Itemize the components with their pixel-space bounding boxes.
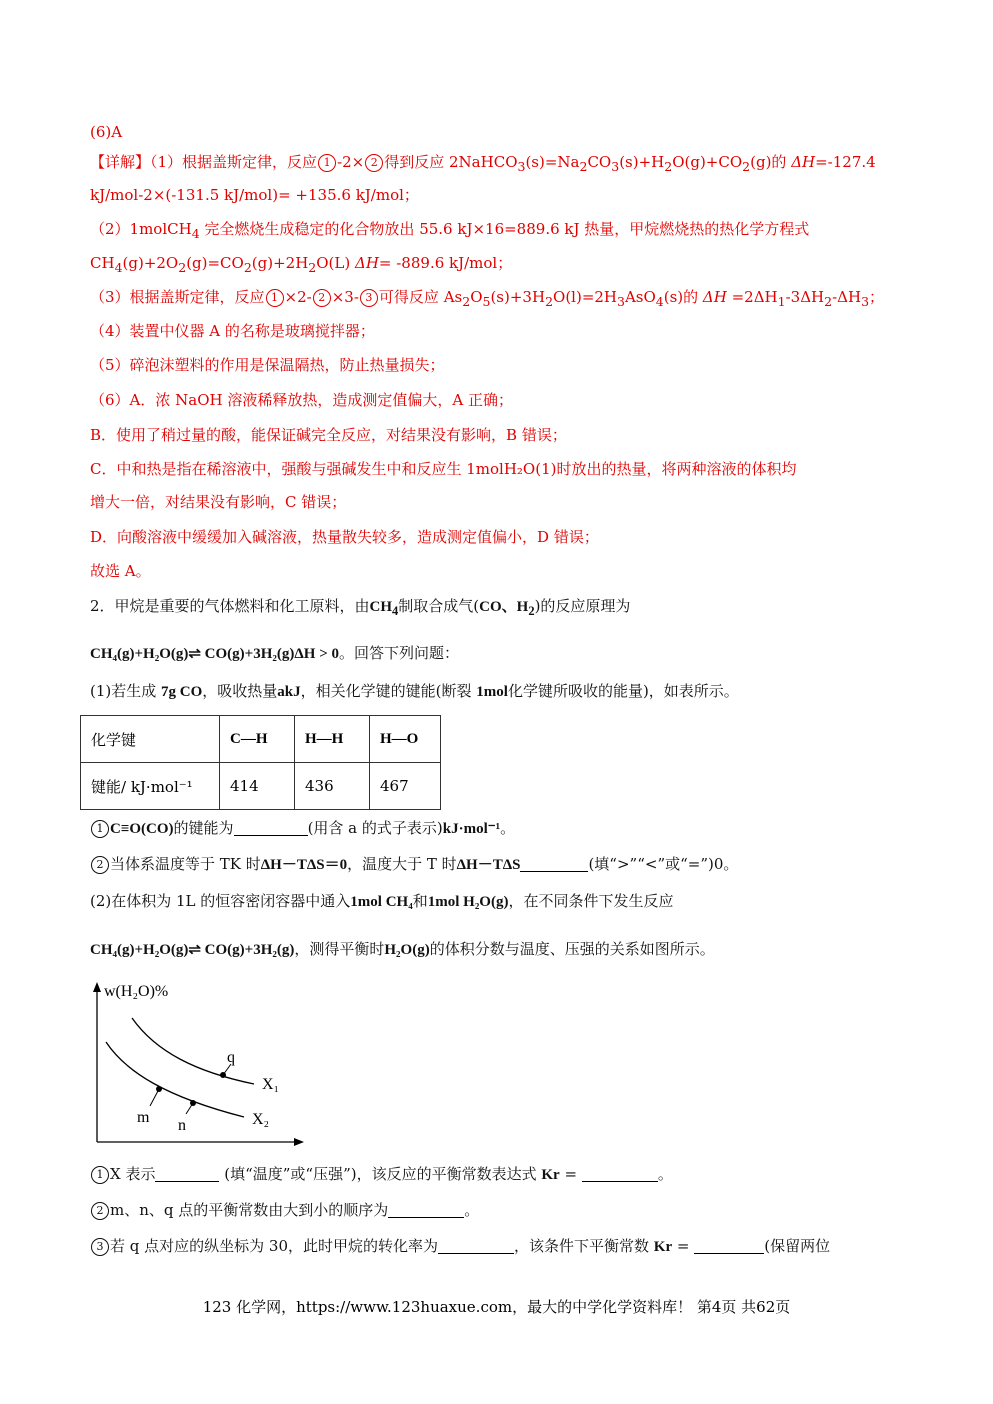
sub: 2: [824, 294, 833, 309]
text: ，吸收热量: [202, 682, 278, 700]
detail-line-2: kJ/mol-2×(-131.5 kJ/mol)= +135.6 kJ/mol；: [90, 186, 419, 204]
sub: 3: [517, 159, 526, 174]
detail-line-7: （5）碎泡沫塑料的作用是保温隔热，防止热量损失；: [90, 356, 445, 374]
label-m: m: [137, 1109, 150, 1126]
text: 。回答下列问题：: [339, 644, 460, 662]
equation: CH₄(g)+H₂O(g)⇌ CO(g)+3H₂(g): [90, 942, 295, 958]
table-row-label: 键能/ kJ·mol⁻¹: [81, 763, 220, 810]
answer-blank[interactable]: [694, 1237, 764, 1254]
text: -2×: [337, 153, 365, 171]
leader-m: [150, 1089, 159, 1106]
text: ×2-: [284, 288, 312, 306]
text: (g)=CO: [186, 254, 244, 272]
sub: 2: [545, 294, 554, 309]
text: O(L): [316, 254, 355, 272]
text: O: [470, 288, 483, 306]
table-cell: 436: [295, 763, 370, 810]
text: 。: [657, 1165, 673, 1183]
text: 的键能为: [173, 819, 234, 837]
sub: 2: [579, 159, 588, 174]
sub: 4: [191, 226, 200, 241]
text: (g)+2H: [251, 254, 309, 272]
detail-line-9: B．使用了稍过量的酸，能保证碱完全反应，对结果没有影响，B 错误；: [90, 426, 567, 444]
q2-intro: [90, 595, 630, 622]
text: (2)在体积为 1L 的恒容密闭容器中通入: [90, 892, 351, 910]
text: （3）根据盖斯定律，反应: [90, 288, 265, 306]
text: （2）1molCH: [90, 220, 192, 238]
equation: CH₄(g)+H₂O(g)⇌ CO(g)+3H₂(g)ΔH > 0: [90, 646, 339, 662]
q2-task1: [90, 1163, 673, 1186]
text: (s)+H: [619, 153, 665, 171]
sub: 4: [114, 260, 123, 275]
answer-blank[interactable]: [388, 1201, 464, 1218]
q2-part1: [90, 680, 739, 703]
text: 若 q 点对应的纵坐标为 30，此时甲烷的转化率为: [110, 1237, 438, 1255]
sub: 4: [655, 294, 664, 309]
delta-h: ΔH: [791, 153, 816, 171]
detail-head: 【详解】: [90, 153, 151, 171]
text: X 表示: [110, 1165, 156, 1183]
text: (g)+2O: [122, 254, 179, 272]
detail-line-5: [90, 286, 884, 313]
sub: 3: [861, 294, 870, 309]
text: (g)的: [750, 153, 792, 171]
text: akJ: [277, 684, 301, 700]
text: 2．甲烷是重要的气体燃料和化工原料，由: [90, 597, 370, 615]
delta-h: ΔH: [702, 288, 727, 306]
delta-h: ΔH: [354, 254, 379, 272]
text: （1）根据盖斯定律，反应: [150, 153, 318, 171]
text: (保留两位: [764, 1237, 831, 1255]
sub: 3: [611, 159, 620, 174]
text: ，该条件下平衡常数: [514, 1237, 654, 1255]
text: ×3-: [331, 288, 359, 306]
text: O(l)=2H: [553, 288, 618, 306]
sub: 2: [308, 260, 317, 275]
sub: 1: [777, 294, 786, 309]
label-q: q: [227, 1049, 235, 1066]
circled-2: 2: [91, 856, 109, 874]
text: CO: [587, 153, 612, 171]
detail-line-6: （4）装置中仪器 A 的名称是玻璃搅拌器；: [90, 322, 375, 340]
text: =: [559, 1165, 582, 1183]
table-cell: 414: [220, 763, 295, 810]
text: 得到反应 2NaHCO: [384, 153, 518, 171]
circled-2: 2: [91, 1202, 109, 1220]
q2-part2: [90, 890, 674, 913]
answer-blank[interactable]: [520, 855, 588, 872]
text: =: [672, 1237, 695, 1255]
text: ，相关化学键的键能(断裂: [300, 682, 477, 700]
text: (s)=Na: [525, 153, 580, 171]
detail-line-3: [90, 218, 809, 245]
q2-reaction-1: [90, 642, 459, 665]
text: CH: [369, 599, 393, 615]
detail-line-12: D．向酸溶液中缓缓加入碱溶液，热量散失较多，造成测定值偏小，D 错误；: [90, 528, 599, 546]
sub: 5: [482, 294, 491, 309]
text: 的体积分数与温度、压强的关系如图所示。: [429, 940, 715, 958]
text: 制取合成气(: [398, 597, 480, 615]
table-header: 化学键: [81, 716, 220, 763]
circled-2: 2: [365, 154, 383, 172]
q2-reaction-2: [90, 938, 715, 961]
text: 。: [500, 819, 516, 837]
sub: 2: [462, 294, 471, 309]
detail-line-1: [90, 151, 876, 178]
sub: 2: [243, 260, 252, 275]
table-header: H—O: [370, 716, 441, 763]
text: kJ·mol⁻¹: [442, 821, 501, 837]
text: CH: [90, 254, 115, 272]
text: -3ΔH: [785, 288, 825, 306]
circled-2: 2: [313, 289, 331, 307]
answer-blank[interactable]: [582, 1165, 658, 1182]
text: 当体系温度等于 TK 时: [110, 855, 261, 873]
text: (用含 a 的式子表示): [307, 819, 443, 837]
text: (1)若生成: [90, 682, 162, 700]
text: O(g)+CO: [672, 153, 743, 171]
text: 可得反应 As: [378, 288, 463, 306]
text: =2ΔH: [726, 288, 778, 306]
circled-1: 1: [318, 154, 336, 172]
table-header: C—H: [220, 716, 295, 763]
table-cell: 467: [370, 763, 441, 810]
text: Kr: [653, 1239, 673, 1255]
circled-1: 1: [91, 820, 109, 838]
circled-3: 3: [360, 289, 378, 307]
detail-line-11: 增大一倍，对结果没有影响，C 错误；: [90, 493, 347, 511]
detail-line-13: 故选 A。: [90, 562, 151, 580]
sub: 4: [392, 604, 399, 618]
label-n: n: [178, 1117, 186, 1134]
text: H₂O(g): [384, 942, 430, 958]
page-footer: 123 化学网，https://www.123huaxue.com，最大的中学化学资料库！ 第4页 共62页: [202, 1298, 791, 1316]
sub: 2: [178, 260, 187, 275]
text: ΔH－TΔS＝0: [260, 857, 348, 873]
text: (填“>”“<”或“=”)0。: [588, 855, 739, 873]
label-x1: X₁: [262, 1076, 280, 1093]
leader-n: [186, 1103, 193, 1114]
circled-1: 1: [266, 289, 284, 307]
answer-blank[interactable]: [234, 819, 308, 836]
text: CO、H: [479, 599, 529, 615]
text: m、n、q 点的平衡常数由大到小的顺序为: [110, 1201, 389, 1219]
text: ，温度大于 T 时: [347, 855, 457, 873]
q2-task2: [90, 1199, 479, 1221]
text: 和: [412, 892, 428, 910]
text: 化学键所吸收的能量)，如表所示。: [507, 682, 739, 700]
text: 1mol H₂O(g): [427, 894, 509, 910]
q2-sub1: [90, 817, 515, 840]
sub: 2: [742, 159, 751, 174]
detail-line-10: C．中和热是指在稀溶液中，强酸与强碱发生中和反应生 1molH₂O(1)时放出的热量，将两种溶液的体积均: [90, 460, 797, 478]
curve-x1: [132, 1018, 254, 1084]
answer-blank[interactable]: [155, 1165, 219, 1182]
equilibrium-figure: [86, 972, 316, 1150]
text: 7g CO: [161, 684, 203, 700]
curve-x2: [106, 1042, 244, 1117]
text: (填“温度”或“压强”)，该反应的平衡常数表达式: [219, 1165, 542, 1183]
text: 完全燃烧生成稳定的化合物放出 55.6 kJ×16=889.6 kJ 热量，甲烷燃烧热的热化学方程式: [199, 220, 810, 238]
answer-tag: (6)A: [90, 123, 123, 141]
x-axis-arrow: [294, 1138, 304, 1146]
text: ，测得平衡时: [294, 940, 385, 958]
sub: 3: [617, 294, 625, 309]
text: ，在不同条件下发生反应: [508, 892, 674, 910]
text: AsO: [624, 288, 656, 306]
text: C≡O(CO): [110, 821, 174, 837]
text: ；: [869, 288, 885, 306]
circled-3: 3: [91, 1238, 109, 1256]
answer-blank[interactable]: [438, 1237, 514, 1254]
text: Kr: [541, 1167, 560, 1183]
sub: 2: [664, 159, 673, 174]
y-axis-label: w(H₂O)%: [104, 983, 169, 1000]
circled-1: 1: [91, 1166, 109, 1184]
text: -ΔH: [832, 288, 862, 306]
label-x2: X₂: [252, 1111, 270, 1128]
detail-line-8: （6）A．浓 NaOH 溶液稀释放热，造成测定值偏大，A 正确；: [90, 391, 513, 409]
text: 。: [464, 1201, 480, 1219]
q2-sub2: [90, 853, 738, 876]
text: ΔH－TΔS: [456, 857, 521, 873]
text: )的反应原理为: [534, 597, 631, 615]
bond-energy-table: [80, 715, 441, 810]
text: (s)+3H: [490, 288, 546, 306]
q2-task3: [90, 1235, 830, 1258]
text: =-127.4: [815, 153, 876, 171]
text: (s)的: [663, 288, 703, 306]
text: = -889.6 kJ/mol；: [378, 254, 513, 272]
table-header: H—H: [295, 716, 370, 763]
text: 1mol CH₄: [350, 894, 413, 910]
y-axis-arrow: [93, 982, 101, 992]
text: 1mol: [476, 684, 508, 700]
detail-line-4: [90, 252, 512, 279]
sub: 2: [528, 604, 535, 618]
